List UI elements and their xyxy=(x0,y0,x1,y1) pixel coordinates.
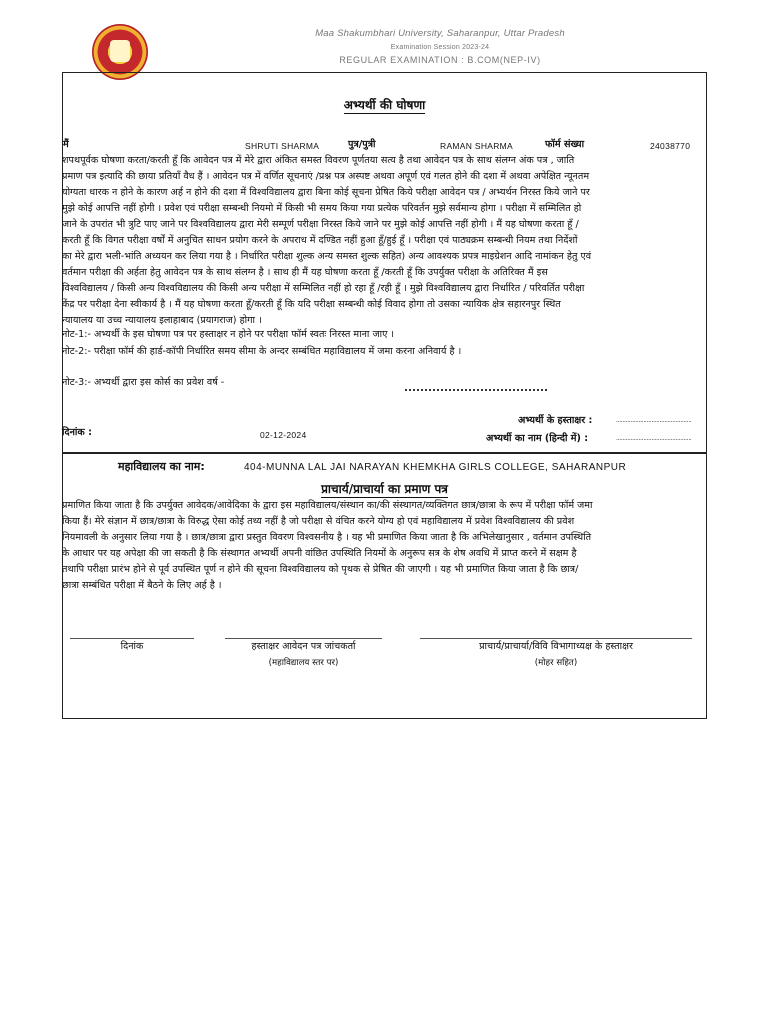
declaration-line-6: करती हूँ कि विगत परीक्षा वर्षों में अनुचित साधन प्रयोग करने के अपराध में दण्डित नहीं हुआ हूँ/हुई हूँ । परीक्षा एवं पाठ्यक्रम सम्बन्धी नियम तथा निर्देशों xyxy=(62,235,578,246)
date-label: दिनांक : xyxy=(62,427,92,438)
verifier-label: हस्ताक्षर आवेदन पत्र जांचकर्ता xyxy=(251,641,356,652)
declaration-line-4: मुझे कोई आपत्ति नहीं होगी । प्रवेश एवं परीक्षा सम्बन्धी नियमो में किसी भी समय किया गया प्रत्येक परिवर्तन मुझे सर्वमान्य होगा । परीक्षा में सम्मिलित हो xyxy=(62,203,582,214)
admission-year-blank xyxy=(405,389,547,391)
name-hindi-label: अभ्यर्थी का नाम (हिन्दी में) : xyxy=(486,433,589,444)
verifier-sub-label: (महाविद्यालय स्तर पर) xyxy=(268,658,339,668)
certificate-line-1: प्रमाणित किया जाता है कि उपर्युक्त आवेदक/आवेदिका के द्वारा इस महाविद्यालय/संस्थान का/की संस्थागत/व्यक्तिगत छात्र/छात्रा के रूप में परीक्षा फॉर्म जमा xyxy=(62,500,593,511)
college-label: महाविद्यालय का नाम: xyxy=(118,460,205,473)
sig-date-label: दिनांक xyxy=(120,641,144,652)
note-3: नोट-3:- अभ्यर्थी द्वारा इस कोर्स का प्रवेश वर्ष - xyxy=(62,377,225,388)
certificate-line-3: नियमावली के अनुसार लिया गया है । छात्र/छात्रा द्वारा प्रस्तुत विवरण विश्वसनीय है । यह भी प्रमाणित किया जाता है कि अभिलेखानुसार , वर्तमान उपस्थिति xyxy=(62,532,592,543)
certificate-line-2: किया हैं। मेरे संज्ञान में छात्र/छात्रा के विरुद्ध ऐसा कोई तथ्य नहीं है जो परीक्षा से वंचित करने योग्य हो एवं महाविद्यालय में प्रवेश विश्वविद्यालय की प्रवेश xyxy=(62,516,575,527)
university-name: Maa Shakumbhari University, Saharanpur, Uttar Pradesh xyxy=(315,28,565,39)
principal-sub-label: (मोहर सहित) xyxy=(534,658,578,668)
date-value: 02-12-2024 xyxy=(260,430,307,440)
declaration-line-3: योग्यता धारक न होने के कारण अर्ह न होने की दशा में विश्वविद्यालय द्वारा बिना कोई सूचना प्रेषित किये परीक्षा आवेदन पत्र / अभ्यर्थन निरस्त किये जाने पर xyxy=(62,187,590,198)
declaration-line-9: विश्वविद्यालय / किसी अन्य विश्वविद्यालय की किसी अन्य परीक्षा में सम्मिलित नहीं हो रहा हूँ /रही हूँ । मुझे विश्वविद्यालय द्वारा निर्धारित / परिवर्तित परीक्षा xyxy=(62,283,585,294)
certificate-title: प्राचार्य/प्राचार्या का प्रमाण पत्र xyxy=(321,482,448,496)
declaration-line-10: केंद्र पर परीक्षा देना स्वीकार्य है । मैं यह घोषणा करता हूँ/करती हूँ कि यदि परीक्षा सम्बन्धी कोई विवाद होगा तो उसका न्यायिक क्षेत्र सहारनपुर स्थित xyxy=(62,299,561,310)
note-2: नोट-2:- परीक्षा फॉर्म की हार्ड-कॉपी निर्धारित समय सीमा के अन्दर सम्बंधित महाविद्यालय में जमा करना अनिवार्य है । xyxy=(62,346,462,357)
declaration-line-11: न्यायालय या उच्च न्यायालय इलाहाबाद (प्रयागराज) होगा । xyxy=(62,315,262,326)
declaration-line-5: जाने के उपरांत भी त्रुटि पाए जाने पर विश्वविद्यालय द्वारा मेरी सम्पूर्ण परीक्षा निरस्त किये जाने पर मुझे कोई आपत्ति नहीं होगी । मैं यह घोषणा करता हूँ / xyxy=(62,219,579,230)
signature-blank: ............................................... xyxy=(616,417,692,424)
note-1: नोट-1:- अभ्यर्थी के इस घोषणा पत्र पर हस्ताक्षर न होने पर परीक्षा फॉर्म स्वतः निरस्त माना जाए । xyxy=(62,329,395,340)
candidate-name: SHRUTI SHARMA xyxy=(245,141,320,151)
signature-label: अभ्यर्थी के हस्ताक्षर : xyxy=(518,415,593,426)
father-name: RAMAN SHARMA xyxy=(440,141,514,151)
certificate-line-4: के आधार पर यह अपेक्षा की जा सकती है कि संस्थागत अभ्यर्थी अपनी वांछित उपस्थिति नियमों के अनुरूप सत्र के शेष अवधि में प्राप्त करने में सक्षम है xyxy=(62,548,577,559)
form-no-label: फॉर्म संख्या xyxy=(545,139,585,150)
declaration-line-8: वर्तमान परीक्षा की अर्हता हेतु आवेदन पत्र के साथ संलग्न है । साथ ही मैं यह घोषणा करता हूँ /करती हूँ कि उपर्युक्त परीक्षा के अतिरिक्त मैं इस xyxy=(62,267,548,278)
relation-label: पुत्र/पुत्री xyxy=(348,139,376,150)
main-label: मैं xyxy=(63,139,69,150)
declaration-line-2: प्रमाण पत्र इत्यादि की छाया प्रतियाँ वैध हैं । आवेदन पत्र में वर्णित सूचनाएं /प्रश्न पत्र अस्पष्ट अथवा अपूर्ण एवं गलत होने की दशा में अथवा अपेक्षित न्यूनतम xyxy=(62,171,590,182)
declaration-title: अभ्यर्थी की घोषणा xyxy=(343,98,426,112)
certificate-line-6: छात्रा सम्बंधित परीक्षा में बैठने के लिए अर्ह है । xyxy=(62,580,222,591)
logo-emblem xyxy=(110,40,130,62)
declaration-line-7: का मेरे द्वारा भली-भांति अध्ययन कर लिया गया है । निर्धारित परीक्षा शुल्क अन्य समस्त शुल्क सहित) अन्य आवश्यक प्रपत्र माइग्रेशन आदि नामांकन हेतु एवं xyxy=(62,251,592,262)
exam-title: REGULAR EXAMINATION : B.COM(NEP-IV) xyxy=(339,55,541,65)
declaration-line-1: शपथपूर्वक घोषणा करता/करती हूँ कि आवेदन पत्र में मेरे द्वारा अंकित समस्त विवरण पूर्णतया सत्य है तथा आवेदन पत्र के साथ संलग्न अंक पत्र , जाति xyxy=(62,155,575,166)
college-name: 404-MUNNA LAL JAI NARAYAN KHEMKHA GIRLS COLLEGE, SAHARANPUR xyxy=(244,462,627,473)
form-number: 24038770 xyxy=(650,141,691,151)
name-hindi-blank: ............................................... xyxy=(616,435,692,442)
exam-session: Examination Session 2023-24 xyxy=(390,44,490,51)
section-divider xyxy=(62,452,707,454)
certificate-line-5: तथापि परीक्षा प्रारंभ होने से पूर्व उपस्थित पूर्ण न होने की सूचना विश्वविद्यालय को पृथक से प्रेषित की जाएगी । यह भी प्रमाणित किया जाता है कि छात्र/ xyxy=(62,564,579,575)
principal-label: प्राचार्य/प्राचार्या/विवि विभागाध्यक्ष के हस्ताक्षर xyxy=(479,641,633,652)
